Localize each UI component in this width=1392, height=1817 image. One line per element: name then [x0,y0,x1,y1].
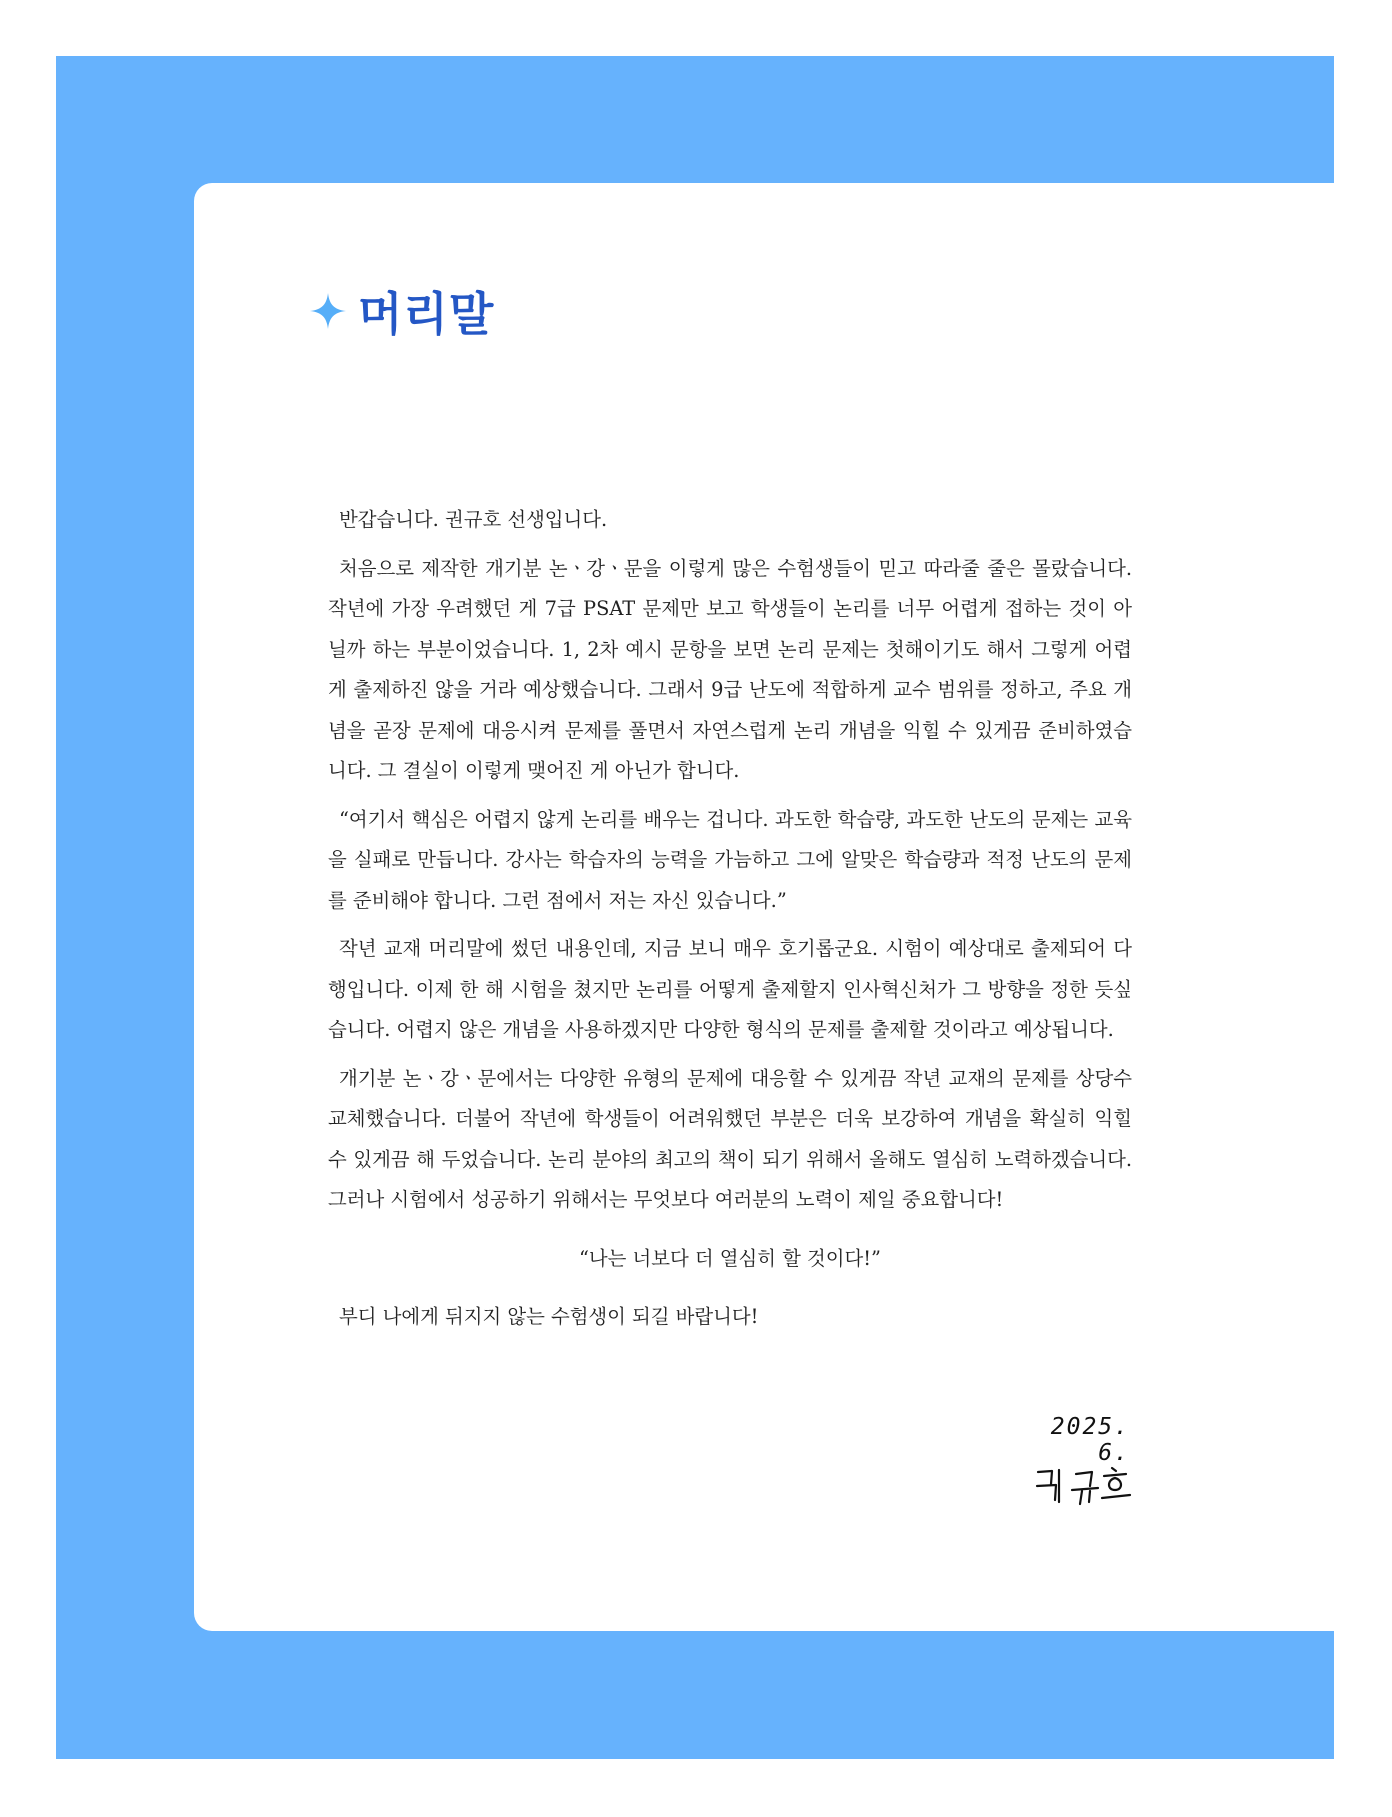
signature-image [1032,1462,1136,1512]
page-title: 머리말 [358,287,495,341]
paragraph: “여기서 핵심은 어렵지 않게 논리를 배우는 겁니다. 과도한 학습량, 과도한 난도의 문제는 교육을 실패로 만듭니다. 강사는 학습자의 능력을 가늠하고 그에 알맞은 학습량과 적정 난도의 문제를 준비해야 합니다. 그런 점에서 저는 자신 있습니다.” [328,807,1132,912]
date: 2025. 6. [1050,1414,1130,1466]
closing-line: 부디 나에게 뒤지지 않는 수험생이 되길 바랍니다! [339,1305,759,1328]
paragraph: 개기분 논ㆍ강ㆍ문에서는 다양한 유형의 문제에 대응할 수 있게끔 작년 교재의 문제를 상당수 교체했습니다. 더불어 작년에 학생들이 어려워했던 부분은 더욱 보강하여 개념을 확실히 익힐 수 있게끔 해 두었습니다. 논리 분야의 최고의 책이 되기 위해서 올해도 열심히 노력하겠습니다. 그러나 시험에서 성공하기 위해서는 무엇보다 여러분의 노력이 제일 중요합니다! [328,1066,1132,1211]
greeting-paragraph: 반갑습니다. 권규호 선생입니다. [339,508,608,531]
paragraph: 작년 교재 머리말에 썼던 내용인데, 지금 보니 매우 호기롭군요. 시험이 예상대로 출제되어 다행입니다. 이제 한 해 시험을 쳤지만 논리를 어떻게 출제할지 인사혁신처가 그 방향을 정한 듯싶습니다. 어렵지 않은 개념을 사용하겠지만 다양한 형식의 문제를 출제할 것이라고 예상됩니다. [328,937,1132,1041]
preface-body [328,500,1132,1346]
sparkle-icon [310,293,346,329]
title-row [310,278,494,344]
quote-line: “나는 너보다 더 열심히 할 것이다!” [579,1246,881,1270]
paragraph: 처음으로 제작한 개기분 논ㆍ강ㆍ문을 이렇게 많은 수험생들이 믿고 따라줄 줄은 몰랐습니다. 작년에 가장 우려했던 게 7급 PSAT 문제만 보고 학생들이 논리를 너무 어렵게 접하는 것이 아닐까 하는 부분이었습니다. 1, 2차 예시 문항을 보면 논리 문제는 첫해이기도 해서 그렇게 어렵게 출제하진 않을 거라 예상했습니다. 그래서 9급 난도에 적합하게 교수 범위를 정하고, 주요 개념을 곧장 문제에 대응시켜 문제를 풀면서 자연스럽게 논리 개념을 익힐 수 있게끔 준비하였습니다. 그 결실이 이렇게 맺어진 게 아닌가 합니다. [328,556,1132,782]
